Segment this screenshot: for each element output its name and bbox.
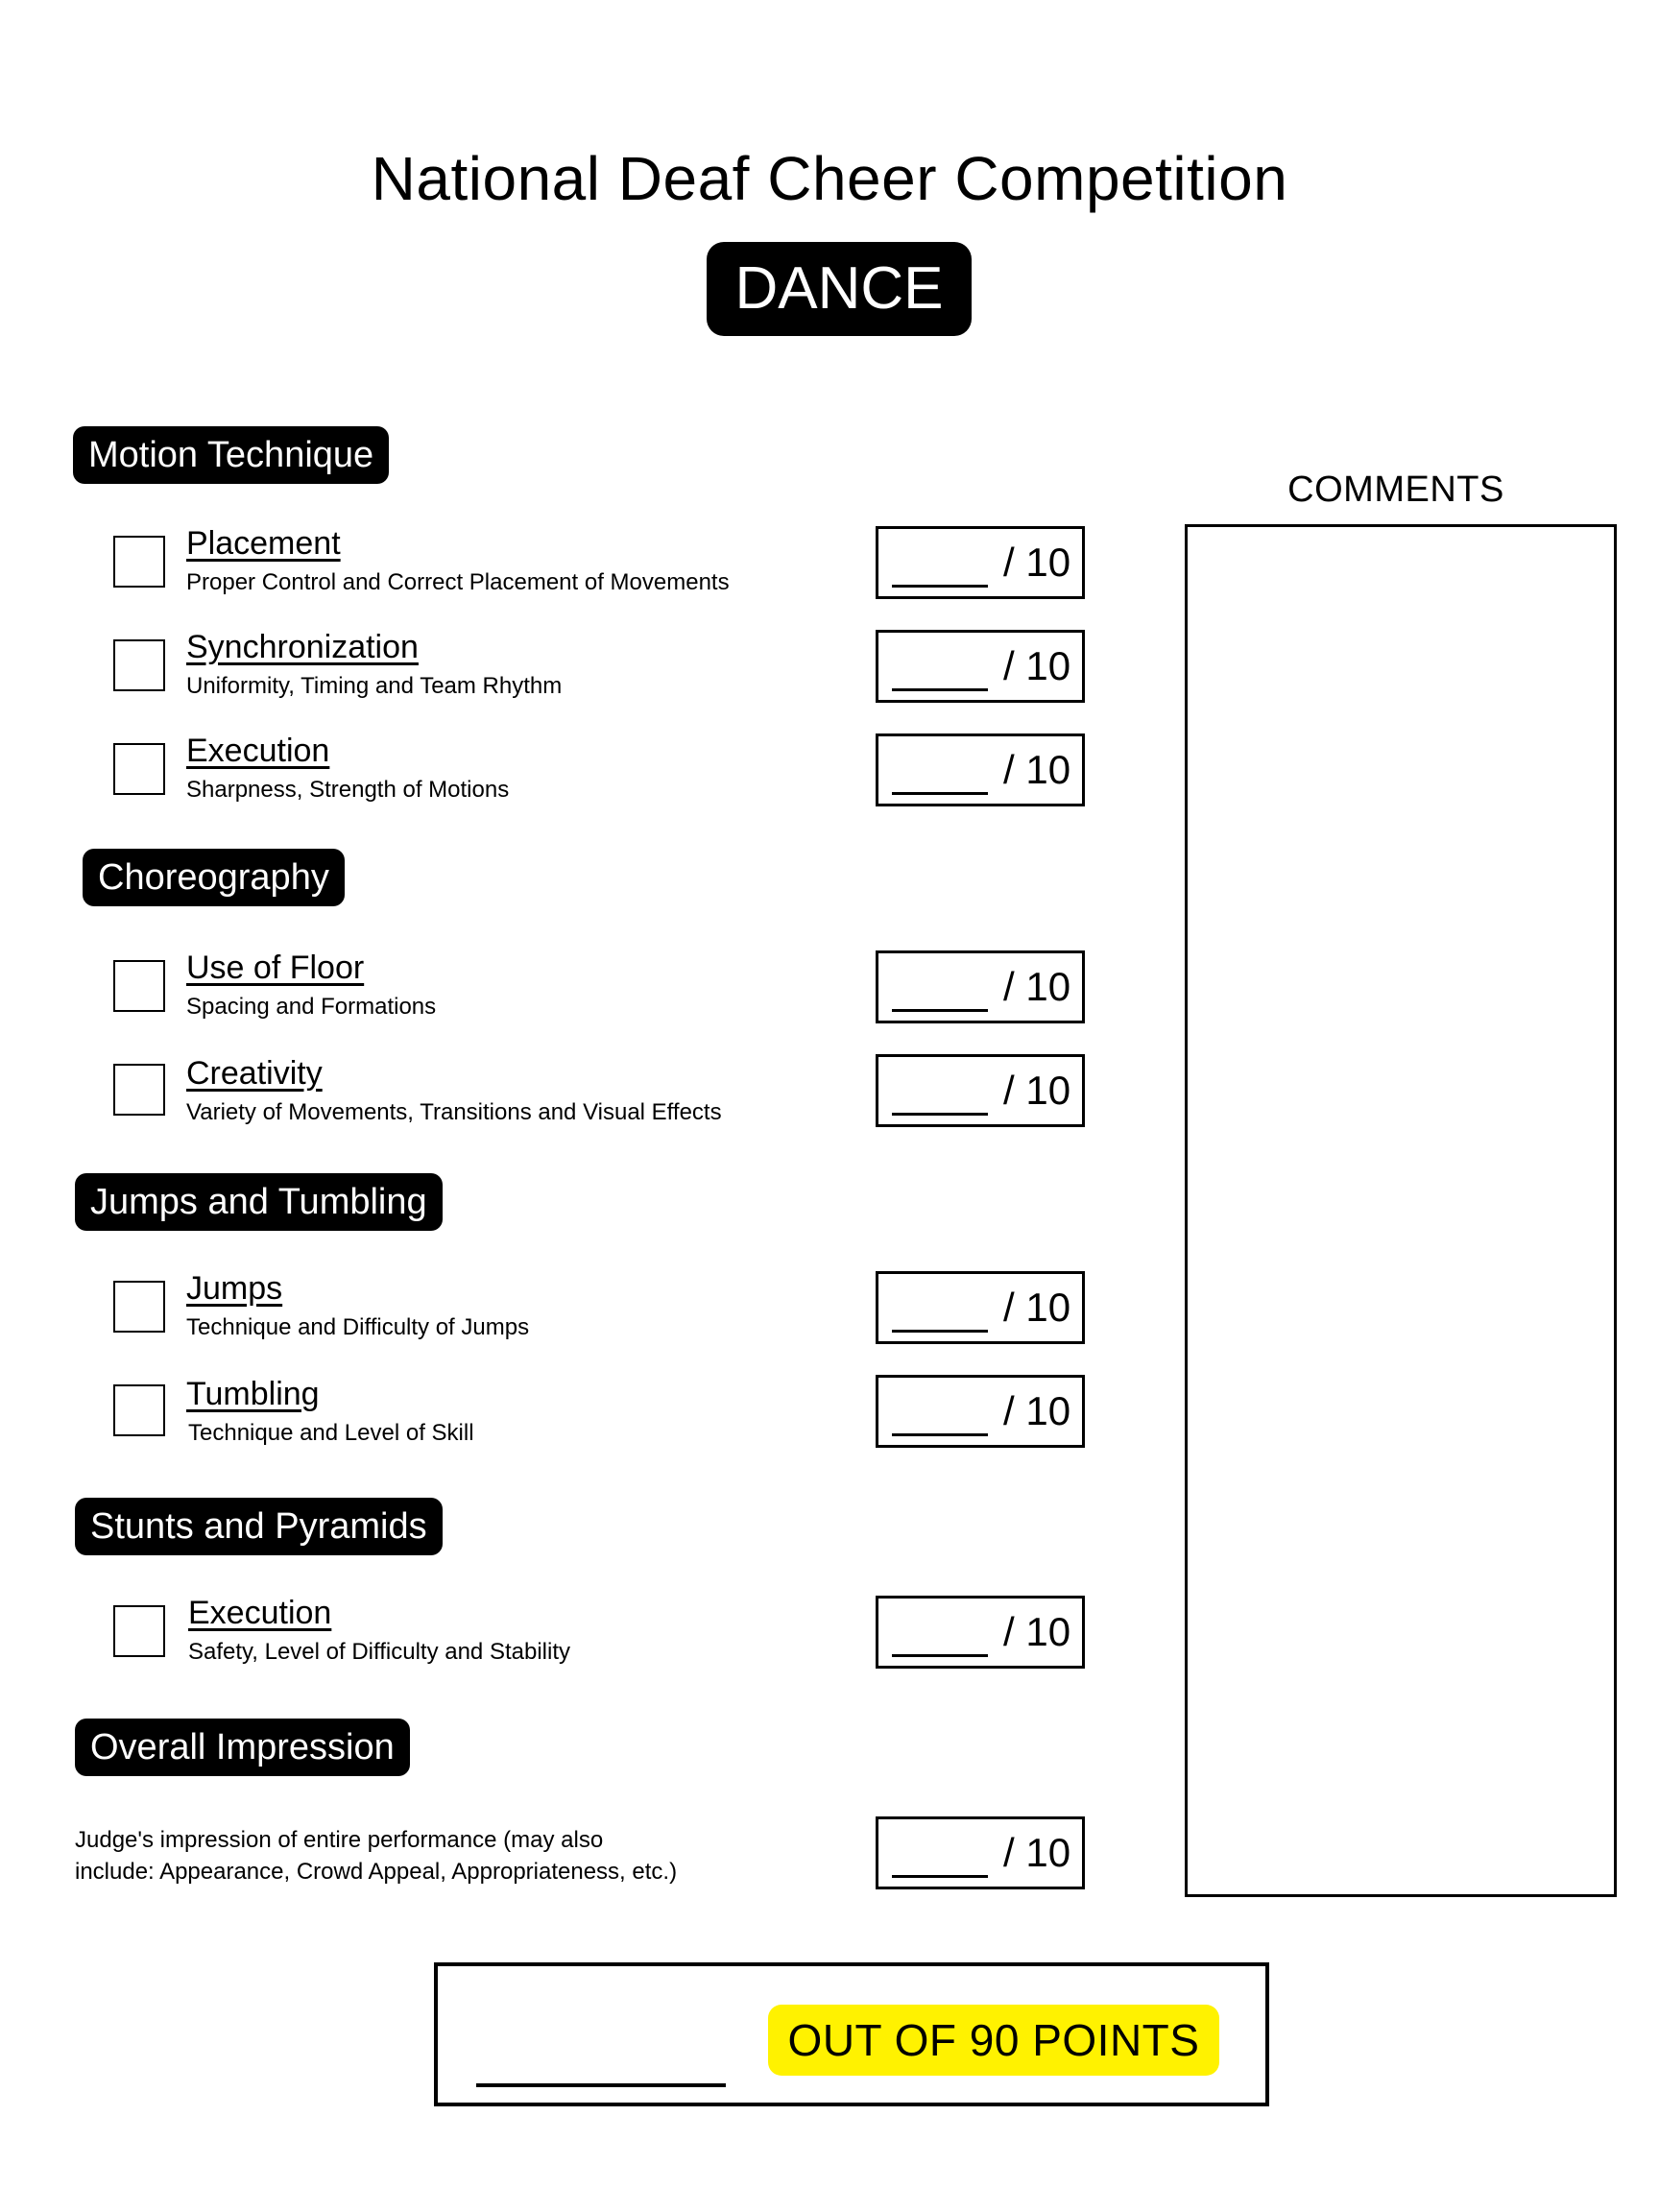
- checkbox-use-of-floor[interactable]: [113, 960, 165, 1012]
- total-score-box[interactable]: [434, 1962, 1269, 2106]
- comments-label: COMMENTS: [1287, 469, 1504, 510]
- overall-impression-desc: [75, 1824, 824, 1887]
- criterion-title-synchronization: Synchronization: [186, 629, 419, 665]
- score-max-label: / 10: [1003, 1068, 1071, 1113]
- score-box-use-of-floor[interactable]: [876, 950, 1085, 1023]
- score-box-creativity[interactable]: [876, 1054, 1085, 1127]
- criterion-title-use-of-floor: Use of Floor: [186, 950, 365, 986]
- score-box-tumbling[interactable]: [876, 1375, 1085, 1448]
- overall-desc-line-1: Judge's impression of entire performance (may also: [75, 1827, 604, 1853]
- score-max-label: / 10: [1003, 1388, 1071, 1433]
- checkbox-creativity[interactable]: [113, 1064, 165, 1116]
- category-badge: DANCE: [707, 242, 972, 336]
- score-max-label: / 10: [1003, 1285, 1071, 1330]
- checkbox-jumps[interactable]: [113, 1281, 165, 1333]
- score-box-overall-impression[interactable]: [876, 1816, 1085, 1889]
- checkbox-placement[interactable]: [113, 536, 165, 588]
- criterion-title-creativity: Creativity: [186, 1055, 323, 1092]
- section-motion-technique: Motion Technique: [73, 426, 389, 484]
- score-box-jumps[interactable]: [876, 1271, 1085, 1344]
- criterion-title-jumps: Jumps: [186, 1270, 283, 1307]
- criterion-desc-creativity: Variety of Movements, Transitions and Visual Effects: [186, 1099, 722, 1125]
- score-max-label: / 10: [1003, 964, 1071, 1009]
- checkbox-tumbling[interactable]: [113, 1384, 165, 1436]
- checkbox-execution-motion[interactable]: [113, 743, 165, 795]
- criterion-title-tumbling: Tumbling: [186, 1376, 320, 1412]
- page-title: National Deaf Cheer Competition: [371, 144, 1288, 213]
- criterion-desc-jumps: Technique and Difficulty of Jumps: [186, 1314, 530, 1340]
- criterion-desc-execution-motion: Sharpness, Strength of Motions: [186, 777, 510, 803]
- score-box-placement[interactable]: [876, 526, 1085, 599]
- total-points-badge: OUT OF 90 POINTS: [768, 2005, 1219, 2076]
- score-max-label: / 10: [1003, 747, 1071, 792]
- score-max-label: / 10: [1003, 1609, 1071, 1654]
- section-overall-impression: Overall Impression: [75, 1719, 410, 1776]
- criterion-title-placement: Placement: [186, 525, 341, 562]
- checkbox-synchronization[interactable]: [113, 639, 165, 691]
- criterion-desc-synchronization: Uniformity, Timing and Team Rhythm: [186, 673, 563, 699]
- criterion-desc-use-of-floor: Spacing and Formations: [186, 994, 437, 1020]
- score-max-label: / 10: [1003, 643, 1071, 688]
- section-choreography: Choreography: [83, 849, 345, 906]
- score-max-label: / 10: [1003, 540, 1071, 585]
- score-box-synchronization[interactable]: [876, 630, 1085, 703]
- score-box-execution-motion[interactable]: [876, 733, 1085, 806]
- criterion-desc-execution-stunts: Safety, Level of Difficulty and Stability: [188, 1639, 570, 1665]
- section-jumps-and-tumbling: Jumps and Tumbling: [75, 1173, 443, 1231]
- criterion-title-execution-motion: Execution: [186, 733, 330, 769]
- score-box-execution-stunts[interactable]: [876, 1596, 1085, 1669]
- criterion-desc-tumbling: Technique and Level of Skill: [188, 1420, 474, 1446]
- checkbox-execution-stunts[interactable]: [113, 1605, 165, 1657]
- criterion-title-execution-stunts: Execution: [188, 1595, 332, 1631]
- section-stunts-and-pyramids: Stunts and Pyramids: [75, 1498, 443, 1555]
- score-max-label: / 10: [1003, 1830, 1071, 1875]
- overall-desc-line-2: include: Appearance, Crowd Appeal, Appropriateness, etc.): [75, 1859, 678, 1885]
- criterion-desc-placement: Proper Control and Correct Placement of Movements: [186, 569, 730, 595]
- total-score-line[interactable]: [476, 2083, 726, 2087]
- comments-box[interactable]: [1185, 524, 1617, 1897]
